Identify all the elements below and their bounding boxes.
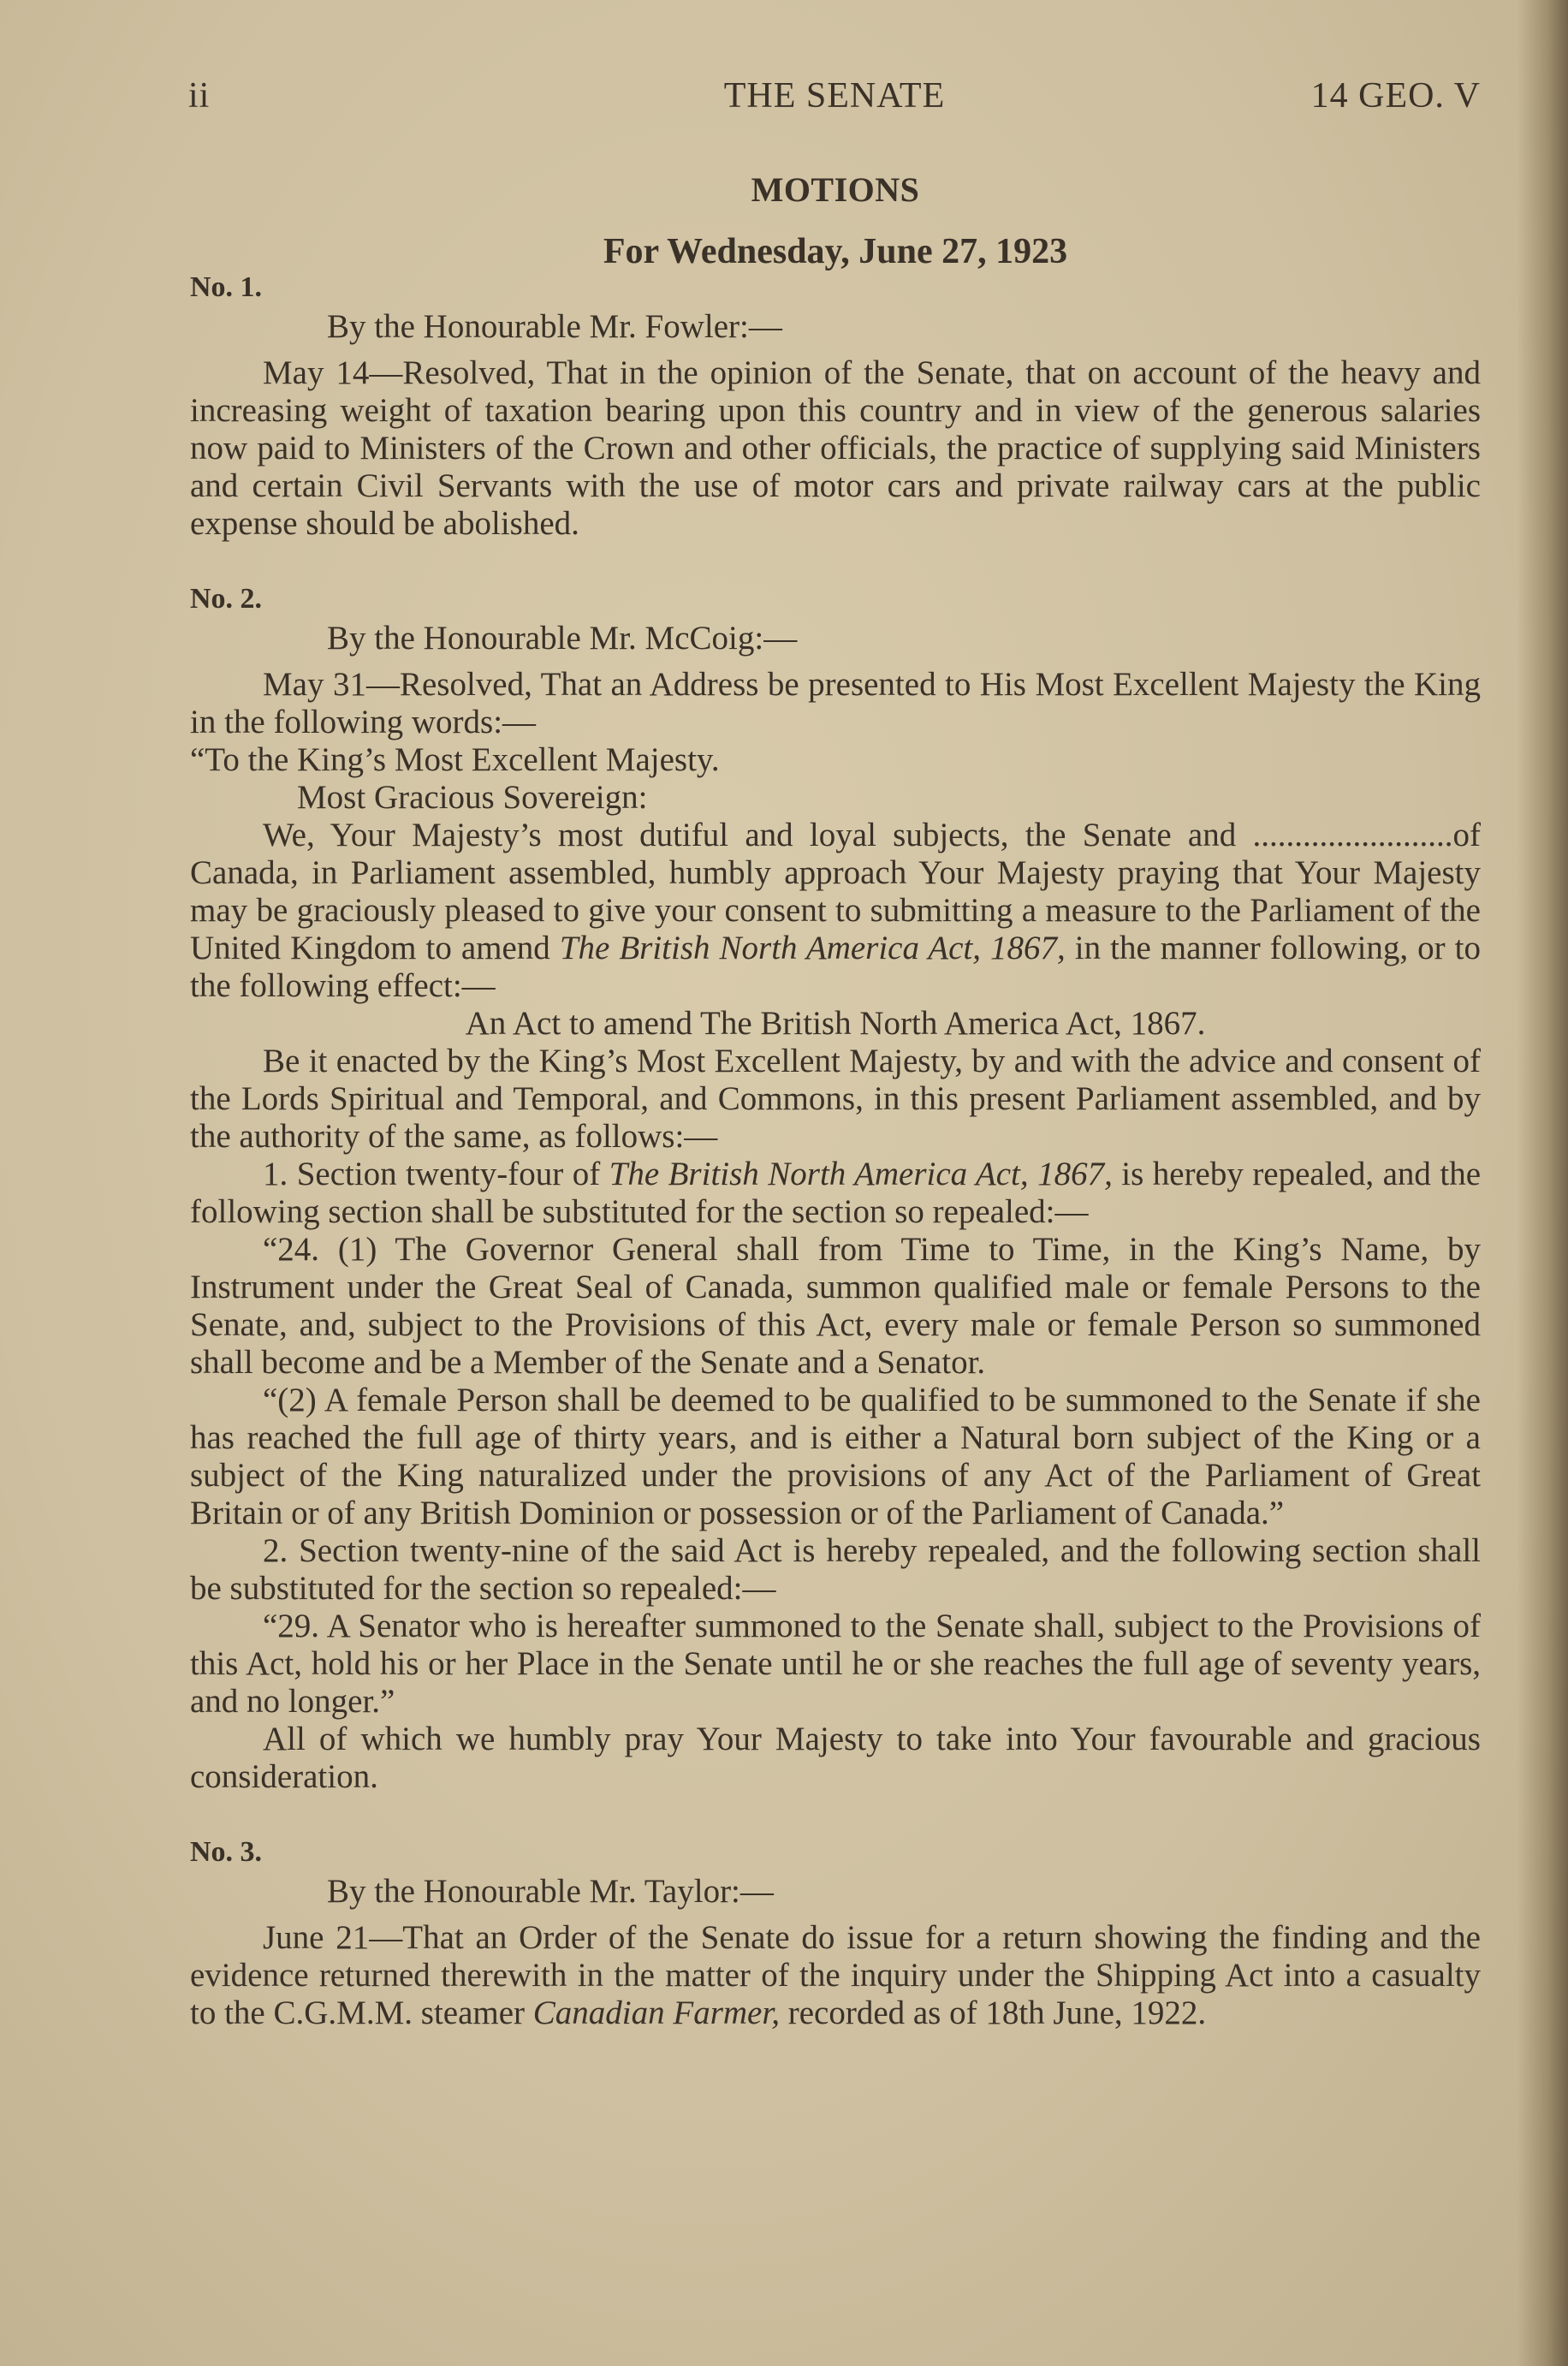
closing-prayer: All of which we humbly pray Your Majesty to take into Your favourable and gracious consideration. xyxy=(190,1721,1481,1795)
motion-number: No. 1. xyxy=(190,271,263,303)
address-text-b: in the manner following, or to the following effect:— xyxy=(190,930,1482,1004)
motion-number: No. 2. xyxy=(190,583,263,615)
page-edge-shadow xyxy=(1517,0,1568,2366)
motion-text-a: June 21—That an Order of the Senate do issue for a return showing the finding and the evidence returned therewith in the matter of the inquiry under the Shipping Act into a casualty to the C.G.M.M. steamer xyxy=(190,1919,1481,2031)
address-paragraph xyxy=(190,817,1481,1005)
salutation: Most Gracious Sovereign: xyxy=(297,779,648,816)
section-29: “29. A Senator who is hereafter summoned to the Senate shall, subject to the Provisions of this Act, hold his or her Place in the Senate until he or she reaches the full age of seventy years, and no longer.” xyxy=(190,1608,1481,1720)
motion-text xyxy=(190,1919,1481,2032)
session-label: 14 GEO. V xyxy=(1310,76,1481,116)
section-24-1: “24. (1) The Governor General shall from Time to Time, in the King’s Name, by Instrument under the Great Seal of Canada, summon qualified male or female Persons to the Senate, and, subject to the Provisions of this Act, every male or female Person so summoned shall become and be a Member of the Senate and a Senator. xyxy=(190,1231,1481,1381)
section-1-text-b: is hereby repealed, and the following section shall be substituted for the section so repealed:— xyxy=(190,1156,1481,1230)
motion-text-b: recorded as of 18th June, 1922. xyxy=(779,1994,1207,2031)
motion-mover: By the Honourable Mr. Taylor:— xyxy=(327,1873,774,1910)
running-head xyxy=(188,75,1481,116)
act-title: An Act to amend The British North America Act, 1867. xyxy=(465,1005,1206,1042)
address-text-a: We, Your Majesty’s most dutiful and loyal subjects, the Senate and ........................of Canada, in Parliament assembled, humbly approach Your Majesty praying that Your Majesty may be graciously pleased to give your consent to submitting a measure to the Parliament of the United Kingdom to amend xyxy=(190,817,1481,966)
section-2: 2. Section twenty-nine of the said Act is hereby repealed, and the following section shall be substituted for the section so repealed:— xyxy=(190,1532,1481,1607)
motion-3 xyxy=(190,1835,1481,2032)
enacting-clause: Be it enacted by the King’s Most Excellent Majesty, by and with the advice and consent of the Lords Spiritual and Temporal, and Commons, in this present Parliament assembled, and by the authority of the same, as follows:— xyxy=(190,1043,1481,1155)
act-name: The British North America Act, 1867, xyxy=(559,930,1066,966)
page-number: ii xyxy=(188,76,211,116)
section-24-2: “(2) A female Person shall be deemed to be qualified to be summoned to the Senate if she has reached the full age of thirty years, and is either a Natural born subject of the King or a subject of the King naturalized under the provisions of any Act of the Parliament of Great Britain or of any British Dominion or possession or of the Parliament of Canada.” xyxy=(190,1382,1481,1531)
motion-mover: By the Honourable Mr. Fowler:— xyxy=(327,308,782,345)
motion-2 xyxy=(190,582,1481,1796)
section-1 xyxy=(190,1156,1481,1231)
section-1-text-a: 1. Section twenty-four of xyxy=(263,1156,609,1192)
motion-text: May 14—Resolved, That in the opinion of the Senate, that on account of the heavy and increasing weight of taxation bearing upon this country and in view of the generous salaries now paid to Ministers of the Crown and other officials, the practice of supplying said Ministers and certain Civil Servants with the use of motor cars and private railway cars at the public expense should be abolished. xyxy=(190,354,1481,542)
section-title: MOTIONS xyxy=(751,170,920,209)
ship-name: Canadian Farmer, xyxy=(532,1994,780,2031)
page-body xyxy=(190,171,1481,2032)
motion-intro: May 31—Resolved, That an Address be presented to His Most Excellent Majesty the King in the following words:— xyxy=(190,666,1481,740)
motion-mover: By the Honourable Mr. McCoig:— xyxy=(327,620,798,657)
act-name: The British North America Act, 1867, xyxy=(609,1156,1113,1192)
address-heading: “To the King’s Most Excellent Majesty. xyxy=(190,741,720,778)
motion-number: No. 3. xyxy=(190,1836,263,1868)
date-heading: For Wednesday, June 27, 1923 xyxy=(603,232,1068,271)
running-title: THE SENATE xyxy=(723,76,946,116)
motion-1 xyxy=(190,270,1481,543)
